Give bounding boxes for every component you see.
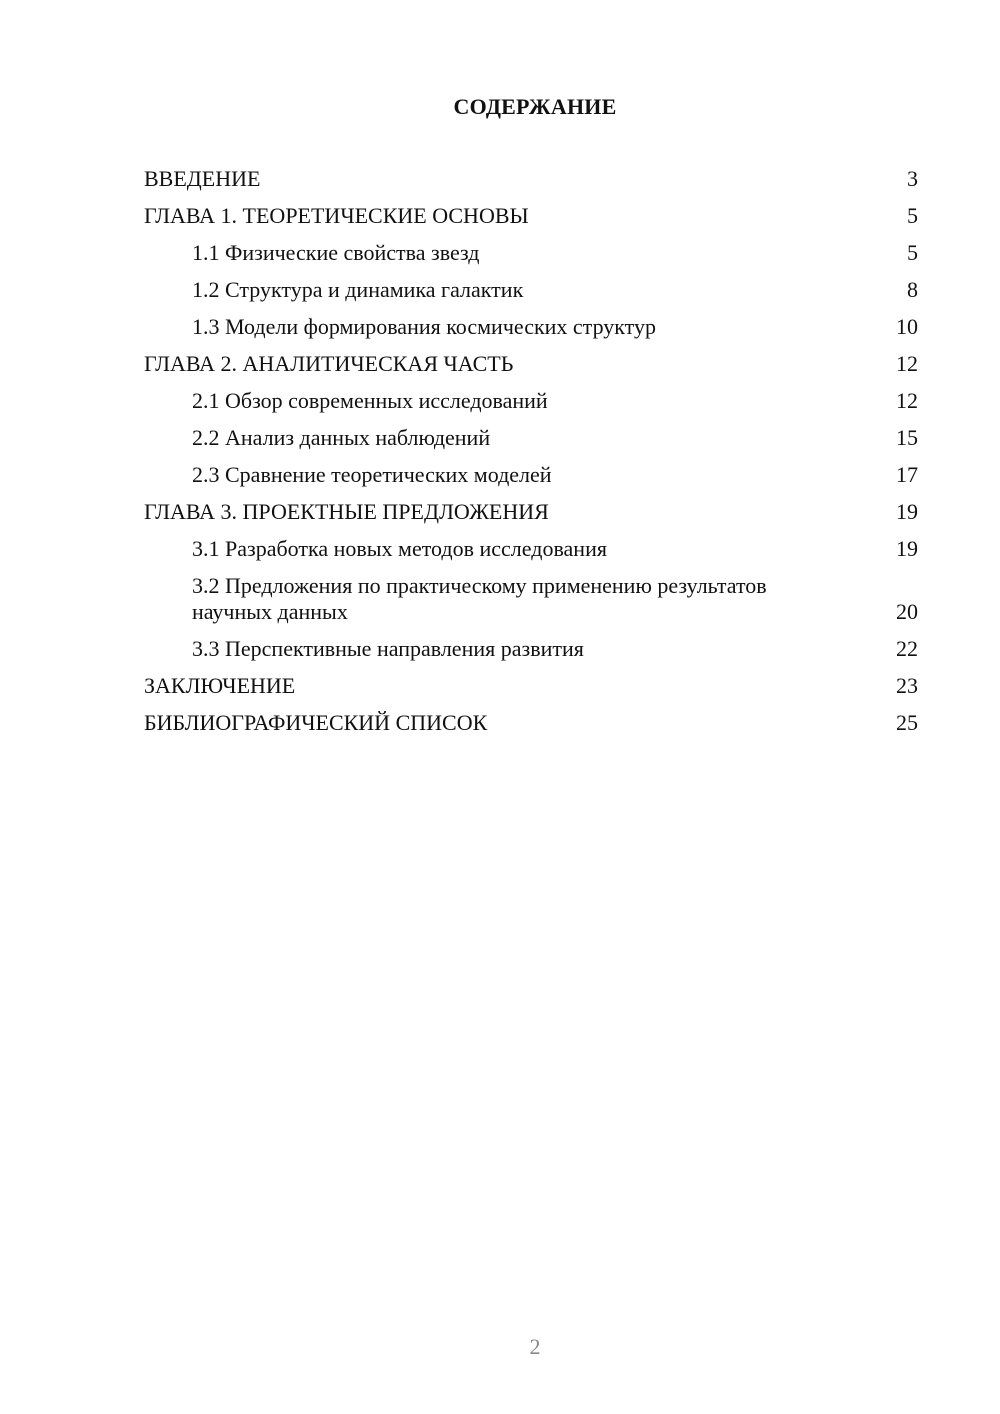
toc-entry-chapter-3 bbox=[144, 499, 918, 525]
toc-entry-label: 3.3 Перспективные направления развития bbox=[192, 636, 584, 661]
toc-entry-label: ВВЕДЕНИЕ bbox=[144, 166, 261, 191]
toc-entry-page: 12 bbox=[896, 388, 918, 413]
toc-entry-page: 8 bbox=[907, 277, 918, 302]
toc-entry-page: 15 bbox=[896, 425, 918, 450]
toc-entry-page: 20 bbox=[896, 599, 918, 624]
toc-entry-page: 25 bbox=[896, 710, 918, 735]
toc-entry-label: ГЛАВА 3. ПРОЕКТНЫЕ ПРЕДЛОЖЕНИЯ bbox=[144, 499, 549, 524]
toc-entry-page: 23 bbox=[896, 673, 918, 698]
toc-entry-conclusion bbox=[144, 673, 918, 699]
toc-entry-page: 5 bbox=[907, 240, 918, 265]
page-number: 2 bbox=[529, 1334, 541, 1359]
toc-entry-section-1-2 bbox=[144, 277, 918, 303]
toc-entry-label: ЗАКЛЮЧЕНИЕ bbox=[144, 673, 296, 698]
toc-entry-chapter-1 bbox=[144, 203, 918, 229]
toc-entry-page: 10 bbox=[896, 314, 918, 339]
toc-entry-label: 3.2 Предложения по практическому применению результатов научных данных bbox=[192, 573, 767, 624]
toc-entry-page: 22 bbox=[896, 636, 918, 661]
toc-title: СОДЕРЖАНИЕ bbox=[453, 94, 617, 119]
toc-entry-chapter-2 bbox=[144, 351, 918, 377]
toc-entry-section-1-1 bbox=[144, 240, 918, 266]
toc-entry-label: ГЛАВА 1. ТЕОРЕТИЧЕСКИЕ ОСНОВЫ bbox=[144, 203, 529, 228]
toc-entry-page: 19 bbox=[896, 499, 918, 524]
toc-entry-section-3-2 bbox=[144, 573, 918, 625]
toc-entry-page: 19 bbox=[896, 536, 918, 561]
toc-entry-label: 2.2 Анализ данных наблюдений bbox=[192, 425, 491, 450]
toc-entry-page: 12 bbox=[896, 351, 918, 376]
toc-entry-section-1-3 bbox=[144, 314, 918, 340]
toc-entry-label: 3.1 Разработка новых методов исследования bbox=[192, 536, 607, 561]
toc-list bbox=[144, 166, 918, 747]
toc-entry-label: 1.1 Физические свойства звезд bbox=[192, 240, 480, 265]
toc-entry-section-2-2 bbox=[144, 425, 918, 451]
toc-entry-label: БИБЛИОГРАФИЧЕСКИЙ СПИСОК bbox=[144, 710, 488, 735]
toc-entry-bibliography bbox=[144, 710, 918, 736]
toc-entry-page: 5 bbox=[907, 203, 918, 228]
toc-entry-label: 2.1 Обзор современных исследований bbox=[192, 388, 548, 413]
toc-entry-label: 1.3 Модели формирования космических структур bbox=[192, 314, 656, 339]
toc-entry-section-3-1 bbox=[144, 536, 918, 562]
toc-entry-page: 3 bbox=[907, 166, 918, 191]
toc-entry-label: 1.2 Структура и динамика галактик bbox=[192, 277, 524, 302]
toc-entry-label: ГЛАВА 2. АНАЛИТИЧЕСКАЯ ЧАСТЬ bbox=[144, 351, 514, 376]
toc-entry-label: 2.3 Сравнение теоретических моделей bbox=[192, 462, 552, 487]
toc-entry-introduction bbox=[144, 166, 918, 192]
toc-entry-page: 17 bbox=[896, 462, 918, 487]
toc-entry-section-2-3 bbox=[144, 462, 918, 488]
toc-entry-section-2-1 bbox=[144, 388, 918, 414]
toc-entry-section-3-3 bbox=[144, 636, 918, 662]
